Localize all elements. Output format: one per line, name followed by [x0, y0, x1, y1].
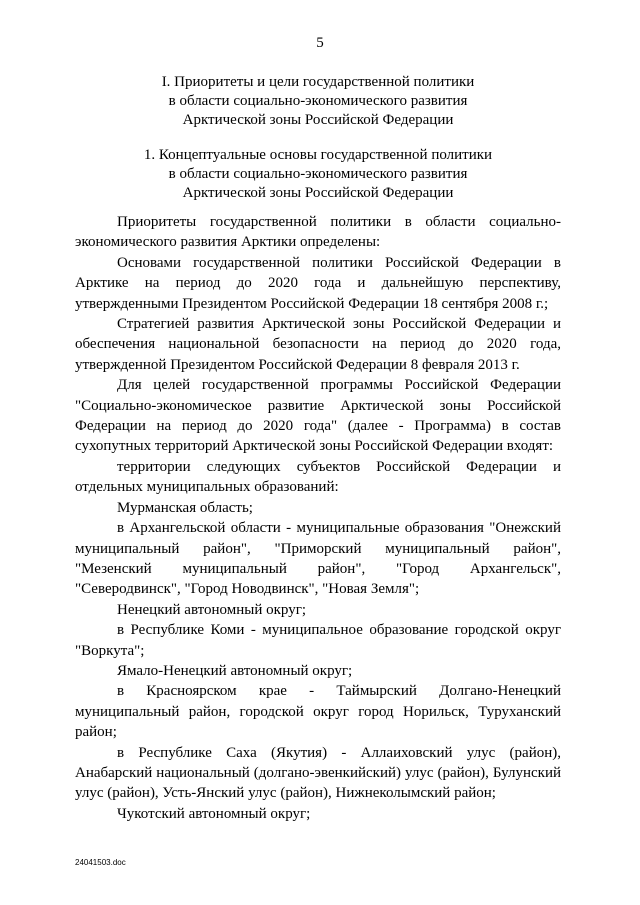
paragraph-subjects-intro: территории следующих субъектов Российской Федерации и отдельных муниципальных образований:	[75, 458, 561, 496]
subsection-heading-line: 1. Концептуальные основы государственной политики	[143, 147, 493, 163]
footer-filename: 24041503.doc	[75, 858, 126, 867]
document-body	[75, 212, 561, 824]
section-heading	[75, 73, 561, 130]
section-heading-line: I. Приоритеты и цели государственной политики	[161, 74, 475, 90]
section-heading-line: Арктической зоны Российской Федерации	[182, 112, 454, 128]
list-item-nenets: Ненецкий автономный округ;	[117, 601, 307, 618]
list-item-komi: в Республике Коми - муниципальное образование городской округ "Воркута";	[75, 622, 561, 659]
list-item-sakha: в Республике Саха (Якутия) - Аллаиховский улус (район), Анабарский национальный (долгано-эвенкийский) улус (район), Булунский улус (район), Усть-Янский улус (район), Нижнеколымский район;	[75, 744, 561, 802]
page-number: 5	[316, 35, 324, 51]
section-heading-line: в области социально-экономического развития	[168, 93, 468, 109]
subsection-heading-line: Арктической зоны Российской Федерации	[182, 185, 454, 201]
list-item-krasnoyarsk: в Красноярском крае - Таймырский Долгано-Ненецкий муниципальный район, городской округ город Норильск, Туруханский район;	[75, 683, 561, 741]
list-item-arkhangelsk: в Архангельской области - муниципальные образования "Онежский муниципальный район", "Приморский муниципальный район", "Мезенский муниципальный район", "Город Архангельск", "Северодвинск", "Город Новодвинск", "Новая Земля";	[75, 520, 561, 598]
paragraph-priorities-intro: Приоритеты государственной политики в области социально-экономического развития Арктики определены:	[75, 214, 561, 251]
subsection-heading-line: в области социально-экономического развития	[168, 166, 468, 182]
list-item-yamalo-nenets: Ямало-Ненецкий автономный округ;	[117, 662, 353, 679]
list-item-chukotka: Чукотский автономный округ;	[117, 805, 311, 822]
paragraph-arctic-policy-basics: Основами государственной политики Российской Федерации в Арктике на период до 2020 года и дальнейшую перспективу, утвержденными Президентом Российской Федерации 18 сентября 2008 г.;	[75, 254, 561, 312]
paragraph-program-territories: Для целей государственной программы Российской Федерации "Социально-экономическое развитие Арктической зоны Российской Федерации на период до 2020 года" (далее - Программа) в состав сухопутных территорий Арктической зоны Российской Федерации входят:	[75, 377, 561, 455]
paragraph-arctic-strategy: Стратегией развития Арктической зоны Российской Федерации и обеспечения национальной безопасности на период до 2020 года, утвержденной Президентом Российской Федерации 8 февраля 2013 г.	[75, 316, 561, 373]
list-item-murmansk: Мурманская область;	[117, 499, 253, 516]
subsection-heading	[75, 146, 561, 203]
